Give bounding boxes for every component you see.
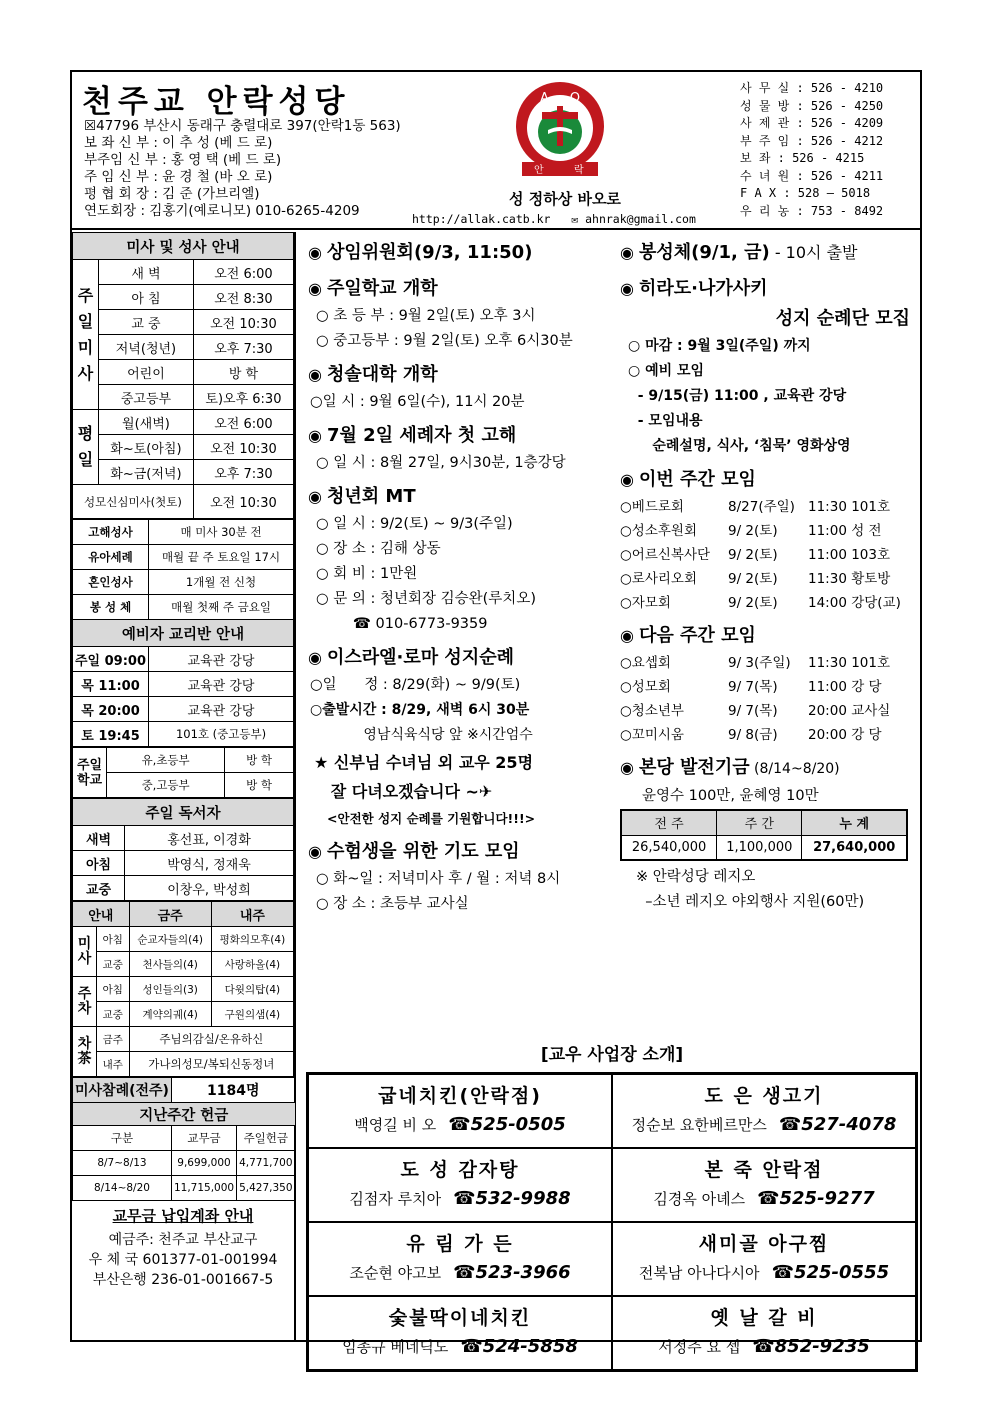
notice-line: ○ 화~일 : 저녁미사 후 / 월 : 저녁 8시	[316, 871, 561, 887]
account-line: 예금주: 천주교 부산교구	[108, 1232, 258, 1248]
phone-line: 성 물 방 : 526 - 4250	[740, 98, 884, 113]
mass-time: 오전 8:30	[193, 285, 293, 310]
business-card	[612, 1296, 916, 1370]
guide-slot: 교중	[97, 952, 130, 977]
business-owner: 임종규 베네딕도	[342, 1338, 449, 1356]
notice-line: 영남식육식당 앞 ※시간엄수	[310, 727, 533, 743]
guide-table	[72, 901, 294, 1077]
heart-mass-name: 성모신심미사(첫토)	[73, 485, 194, 519]
school-group: 중,고등부	[107, 773, 225, 798]
guide-slot: 내주	[97, 1052, 130, 1077]
business-owner: 백영길 비 오	[354, 1116, 437, 1134]
business-name: 본 죽 안락점	[704, 1159, 824, 1181]
guide-tea-servers: 가나의성모/복되신동정녀	[129, 1052, 293, 1077]
bullet-icon: ◉	[308, 426, 322, 445]
left-column	[72, 232, 296, 1342]
account-title: 교무금 납입계좌 안내	[112, 1207, 254, 1225]
bullet-icon: ◉	[620, 279, 634, 298]
sacrament-info: 매 미사 30분 전	[149, 520, 294, 545]
guide-this: 천사들의(4)	[129, 952, 211, 977]
offering-head: 교무금	[171, 1126, 236, 1151]
notice-line: ○ 중고등부 : 9월 2일(토) 오후 6시30분	[316, 333, 573, 349]
phone-line: 수 녀 원 : 526 - 4211	[740, 168, 884, 183]
offering-sunday: 5,427,350	[237, 1176, 295, 1201]
address-line: ☒47796 부산시 동래구 충렬대로 397(안락1동 563)	[84, 118, 401, 134]
reader-names: 이창우, 박성희	[125, 876, 294, 901]
guide-next: 평화의모후(4)	[211, 927, 293, 952]
guide-slot: 아침	[97, 927, 130, 952]
notice-line: ○ 일 시 : 8월 27일, 9시30분, 1층강당	[316, 455, 566, 471]
guide-tea-label: 차茶	[73, 1027, 97, 1077]
mass-time: 오전 10:30	[193, 435, 293, 460]
header	[72, 72, 920, 230]
pilgrim-farewell: ★ 신부님 수녀님 외 교우 25명	[314, 753, 534, 772]
sacrament-info: 매월 끝 주 토요일 17시	[149, 545, 294, 570]
mass-title: 미사 및 성사 안내	[73, 233, 294, 260]
phone-line: 부 주 임 : 526 - 4212	[740, 133, 884, 148]
fund-head: 누 계	[802, 810, 907, 835]
mass-name: 저녁(청년)	[99, 335, 194, 360]
legio-line: ※ 안락성당 레지오	[636, 869, 756, 885]
business-name: 옛 날 갈 비	[710, 1307, 818, 1329]
mass-name: 어린이	[99, 360, 194, 385]
business-card	[308, 1148, 612, 1222]
sunday-label: 주일미사	[73, 260, 99, 410]
notice-heading: ◉ 이번 주간 모임	[620, 465, 920, 495]
mass-time: 오전 6:00	[193, 260, 293, 285]
website-link[interactable]: http://allak.catb.kr	[412, 212, 551, 226]
offering-period: 8/7~8/13	[73, 1151, 172, 1176]
meeting-row: ○어르신복사단 9/ 2(토) 11:00 103호	[620, 547, 891, 563]
fund-head: 주 간	[717, 810, 802, 835]
fund-head: 전 주	[621, 810, 717, 835]
account-line: 우 체 국 601377-01-001994	[88, 1252, 278, 1268]
guide-mass-label: 미사	[73, 927, 97, 977]
right-column	[620, 232, 920, 915]
guide-car-label: 주차	[73, 977, 97, 1027]
sunday-school-label: 주일학교	[73, 748, 107, 798]
contact-web	[412, 212, 696, 226]
heart-mass-time: 오전 10:30	[193, 485, 293, 519]
bulletin-frame	[70, 70, 922, 1357]
bullet-icon: ◉	[308, 365, 322, 384]
notice-line: - 모임내용	[628, 413, 703, 429]
address-line: 부주임 신 부 : 홍 영 택 (베 드 로)	[84, 152, 282, 168]
address-line: 보 좌 신 부 : 이 추 성 (베 드 로)	[84, 135, 273, 151]
account-line: 부산은행 236-01-001667-5	[92, 1272, 274, 1288]
business-title: [교우 사업장 소개]	[540, 1045, 684, 1065]
class-place: 교육관 강당	[149, 647, 294, 672]
mass-name: 교 중	[99, 310, 194, 335]
school-group: 유,초등부	[107, 748, 225, 773]
school-status: 방 학	[225, 773, 294, 798]
bullet-icon: ◉	[308, 279, 322, 298]
notice-line: ○ 예비 모임	[628, 363, 705, 379]
reader-names: 홍선표, 이경화	[125, 826, 294, 851]
mass-name: 화~토(아침)	[99, 435, 194, 460]
notice-line: ○ 회 비 : 1만원	[316, 566, 418, 582]
phone-line: 사 무 실 : 526 - 4210	[740, 81, 884, 95]
offering-period: 8/14~8/20	[73, 1176, 172, 1201]
offering-head: 주일헌금	[237, 1126, 295, 1151]
mass-name: 월(새벽)	[99, 410, 194, 435]
patron-saint: 성 정하상 바오로	[509, 190, 621, 208]
reader-names: 박영식, 정재욱	[125, 851, 294, 876]
fund-donors: 윤영수 100만, 윤혜영 10만	[642, 788, 819, 804]
sacrament-info: 1개월 전 신청	[149, 570, 294, 595]
business-name: 도 은 생고기	[704, 1085, 824, 1107]
notice-heading: ◉ 청년회 MT	[308, 482, 608, 512]
notice-heading: ◉ 히라도·나가사키	[620, 274, 920, 304]
meeting-row: ○베드로회 8/27(주일) 11:30 101호	[620, 499, 891, 515]
pilgrim-wish: <안전한 성지 순례를 기원합니다!!!>	[314, 811, 536, 826]
guide-slot: 아침	[97, 977, 130, 1002]
parish-title: 천주교 안락성당	[82, 84, 351, 120]
bullet-icon: ◉	[308, 648, 322, 667]
address-line: 평 협 회 장 : 김 준 (가브리엘)	[84, 186, 260, 202]
bullet-icon: ◉	[620, 470, 634, 489]
sacrament-name: 봉 성 체	[73, 595, 149, 620]
notice-heading: ◉ 이스라엘·로마 성지순례	[308, 643, 608, 673]
guide-next: 구원의샘(4)	[211, 1002, 293, 1027]
business-grid	[306, 1072, 918, 1372]
notice-line: ○출발시간 : 8/29, 새벽 6시 30분	[310, 702, 530, 718]
notice-line: ☎ 010-6773-9359	[316, 616, 488, 632]
meeting-row: ○청소년부 9/ 7(목) 20:00 교사실	[620, 703, 891, 719]
fund-total: 27,640,000	[802, 835, 907, 860]
mass-time: 오전 10:30	[193, 310, 293, 335]
middle-column	[308, 232, 608, 917]
phone-directory	[740, 80, 883, 220]
business-phone: ☎525-9277	[757, 1188, 875, 1209]
notice-heading: ◉ 다음 주간 모임	[620, 621, 920, 651]
reader-mass: 아침	[73, 851, 125, 876]
notice-line: - 9/15(금) 11:00 , 교육관 강당	[628, 388, 847, 404]
mass-name: 아 침	[99, 285, 194, 310]
fund-value: 26,540,000	[621, 835, 717, 860]
bullet-icon: ◉	[620, 243, 634, 262]
mass-time: 토)오후 6:30	[193, 385, 293, 410]
guide-next: 사랑하올(4)	[211, 952, 293, 977]
business-phone: ☎527-4078	[778, 1114, 897, 1135]
guide-head: 금주	[129, 902, 211, 927]
notice-heading: ◉ 청솔대학 개학	[308, 360, 608, 390]
guide-tea-servers: 주님의감실/온유하신	[129, 1027, 293, 1052]
notice-heading: ◉ 주일학교 개학	[308, 274, 608, 304]
business-card	[612, 1148, 916, 1222]
offering-sunday: 4,771,700	[237, 1151, 295, 1176]
mass-time: 방 학	[193, 360, 293, 385]
notice-line: ○일 시 : 9월 6일(수), 11시 20분	[310, 394, 525, 410]
guide-head: 안내	[73, 902, 130, 927]
business-card	[308, 1296, 612, 1370]
sacrament-table	[72, 519, 294, 747]
logo-word-an: 안	[534, 165, 544, 176]
business-owner: 정순보 요한베르만스	[631, 1116, 767, 1134]
notice-heading: ◉ 수험생을 위한 기도 모임	[308, 837, 608, 867]
guide-this: 성인들의(3)	[129, 977, 211, 1002]
guide-this: 순교자들의(4)	[129, 927, 211, 952]
address-line: 주 임 신 부 : 윤 경 철 (바 오 로)	[84, 169, 273, 185]
mass-time: 오전 6:00	[193, 410, 293, 435]
attendance-label: 미사참례(전주)	[73, 1078, 172, 1103]
account-box	[72, 1201, 294, 1290]
guide-next: 다윗의탑(4)	[211, 977, 293, 1002]
sacrament-info: 매월 첫째 주 금요일	[149, 595, 294, 620]
phone-line: 사 제 관 : 526 - 4209	[740, 116, 884, 130]
sunday-school-table	[72, 747, 294, 798]
address-block	[84, 118, 401, 220]
meeting-row: ○꼬미시움 9/ 8(금) 20:00 강 당	[620, 727, 882, 743]
business-section	[306, 1042, 918, 1372]
notice-heading-cont: 성지 순례단 모집	[775, 308, 910, 329]
class-place: 101호 (중고등부)	[149, 722, 294, 747]
business-name: 굽네치킨(안락점)	[378, 1085, 542, 1107]
offering-head: 구분	[73, 1126, 172, 1151]
pilgrim-farewell: 잘 다녀오겠습니다 ~✈	[314, 782, 493, 801]
mass-time: 오후 7:30	[193, 335, 293, 360]
bullet-icon: ◉	[308, 487, 322, 506]
attendance-value: 1184명	[171, 1078, 295, 1103]
business-card	[612, 1074, 916, 1148]
meeting-row: ○성소후원회 9/ 2(토) 11:00 성 전	[620, 523, 882, 539]
parish-logo-icon	[512, 78, 608, 190]
meeting-row: ○성모회 9/ 7(목) 11:00 강 당	[620, 679, 882, 695]
meeting-row: ○로사리오회 9/ 2(토) 11:30 황토방	[620, 571, 891, 587]
notice-line: ○ 장 소 : 초등부 교사실	[316, 896, 469, 912]
business-owner: 서정주 요 셉	[658, 1338, 741, 1356]
class-time: 토 19:45	[73, 722, 149, 747]
class-time: 목 11:00	[73, 672, 149, 697]
notice-line: ○ 장 소 : 김해 상동	[316, 541, 441, 557]
business-name: 도 성 감자탕	[400, 1159, 520, 1181]
meeting-row: ○자모회 9/ 2(토) 14:00 강당(교)	[620, 595, 901, 611]
weekday-label: 평일	[73, 410, 99, 485]
meeting-row: ○요셉회 9/ 3(주일) 11:30 101호	[620, 655, 891, 671]
offering-title: 지난주간 헌금	[73, 1103, 296, 1126]
phone-line: 우 리 농 : 753 - 8492	[740, 203, 884, 218]
guide-this: 계약의궤(4)	[129, 1002, 211, 1027]
sacrament-name: 고해성사	[73, 520, 149, 545]
catechumen-title: 예비자 교리반 안내	[73, 620, 294, 647]
phone-line: F A X : 528 – 5018	[740, 186, 871, 200]
notice-line: ○ 일 시 : 9/2(토) ~ 9/3(주일)	[316, 516, 513, 532]
business-name: 유 림 가 든	[406, 1233, 514, 1255]
fund-value: 1,100,000	[717, 835, 802, 860]
business-phone: ☎532-9988	[453, 1188, 571, 1209]
notice-line: 순례설명, 식사, ‘침묵’ 영화상영	[628, 438, 851, 454]
business-phone: ☎525-0505	[448, 1114, 566, 1135]
offering-dues: 11,715,000	[171, 1176, 236, 1201]
reader-mass: 교중	[73, 876, 125, 901]
offering-table	[72, 1077, 296, 1201]
logo-word-rak: 락	[574, 165, 584, 176]
mass-name: 중고등부	[99, 385, 194, 410]
notice-line: ○ 마감 : 9월 3일(주일) 까지	[628, 338, 811, 354]
notice-heading: ◉ 7월 2일 세례자 첫 고해	[308, 421, 608, 451]
sacrament-name: 혼인성사	[73, 570, 149, 595]
readers-title: 주일 독서자	[73, 799, 294, 826]
offering-dues: 9,699,000	[171, 1151, 236, 1176]
business-phone: ☎852-9235	[752, 1336, 870, 1357]
guide-slot: 교중	[97, 1002, 130, 1027]
sacrament-name: 유아세례	[73, 545, 149, 570]
business-card	[612, 1222, 916, 1296]
phone-line: 보 좌 : 526 - 4215	[740, 151, 865, 165]
business-name: 숯불딱이네치킨	[388, 1307, 532, 1329]
bullet-icon: ◉	[620, 758, 634, 777]
notice-line: ○ 문 의 : 청년회장 김승완(루치오)	[316, 591, 536, 607]
guide-slot: 금주	[97, 1027, 130, 1052]
class-place: 교육관 강당	[149, 672, 294, 697]
email-link[interactable]: ✉ ahnrak@gmail.com	[571, 212, 696, 226]
bullet-icon: ◉	[620, 626, 634, 645]
legio-line: –소년 레지오 야외행사 지원(60만)	[636, 894, 865, 910]
business-owner: 전복남 아나다시아	[638, 1264, 760, 1282]
business-phone: ☎523-3966	[453, 1262, 571, 1283]
mass-time: 오후 7:30	[193, 460, 293, 485]
mass-schedule-table	[72, 232, 294, 519]
address-line: 연도회장 : 김홍기(예로니모) 010-6265-4209	[84, 203, 360, 219]
logo-omega: Ω	[570, 91, 580, 106]
business-card	[308, 1074, 612, 1148]
notice-line: ○ 초 등 부 : 9월 2일(토) 오후 3시	[316, 308, 536, 324]
business-phone: ☎524-5858	[460, 1336, 578, 1357]
mass-name: 화~금(저녁)	[99, 460, 194, 485]
business-owner: 김경옥 아녜스	[653, 1190, 746, 1208]
business-owner: 조순현 야고보	[349, 1264, 442, 1282]
business-phone: ☎525-0555	[771, 1262, 890, 1283]
fund-table	[620, 809, 908, 861]
notice-heading: ◉ 본당 발전기금 (8/14~8/20)	[620, 753, 920, 784]
business-card	[308, 1222, 612, 1296]
notice-heading: ◉ 상임위원회(9/3, 11:50)	[308, 238, 608, 268]
business-name: 새미골 아구찜	[698, 1233, 830, 1255]
reader-mass: 새벽	[73, 826, 125, 851]
school-status: 방 학	[225, 748, 294, 773]
bullet-icon: ◉	[308, 243, 322, 262]
mass-name: 새 벽	[99, 260, 194, 285]
bullet-icon: ◉	[308, 842, 322, 861]
class-time: 목 20:00	[73, 697, 149, 722]
class-place: 교육관 강당	[149, 697, 294, 722]
business-owner: 김점자 루치아	[349, 1190, 442, 1208]
class-time: 주일 09:00	[73, 647, 149, 672]
notice-heading: ◉ 봉성체(9/1, 금) - 10시 출발	[620, 238, 920, 268]
guide-head: 내주	[211, 902, 293, 927]
readers-table	[72, 798, 294, 901]
notice-line: ○일 정 : 8/29(화) ~ 9/9(토)	[310, 677, 521, 693]
logo-alpha: A	[540, 91, 549, 106]
